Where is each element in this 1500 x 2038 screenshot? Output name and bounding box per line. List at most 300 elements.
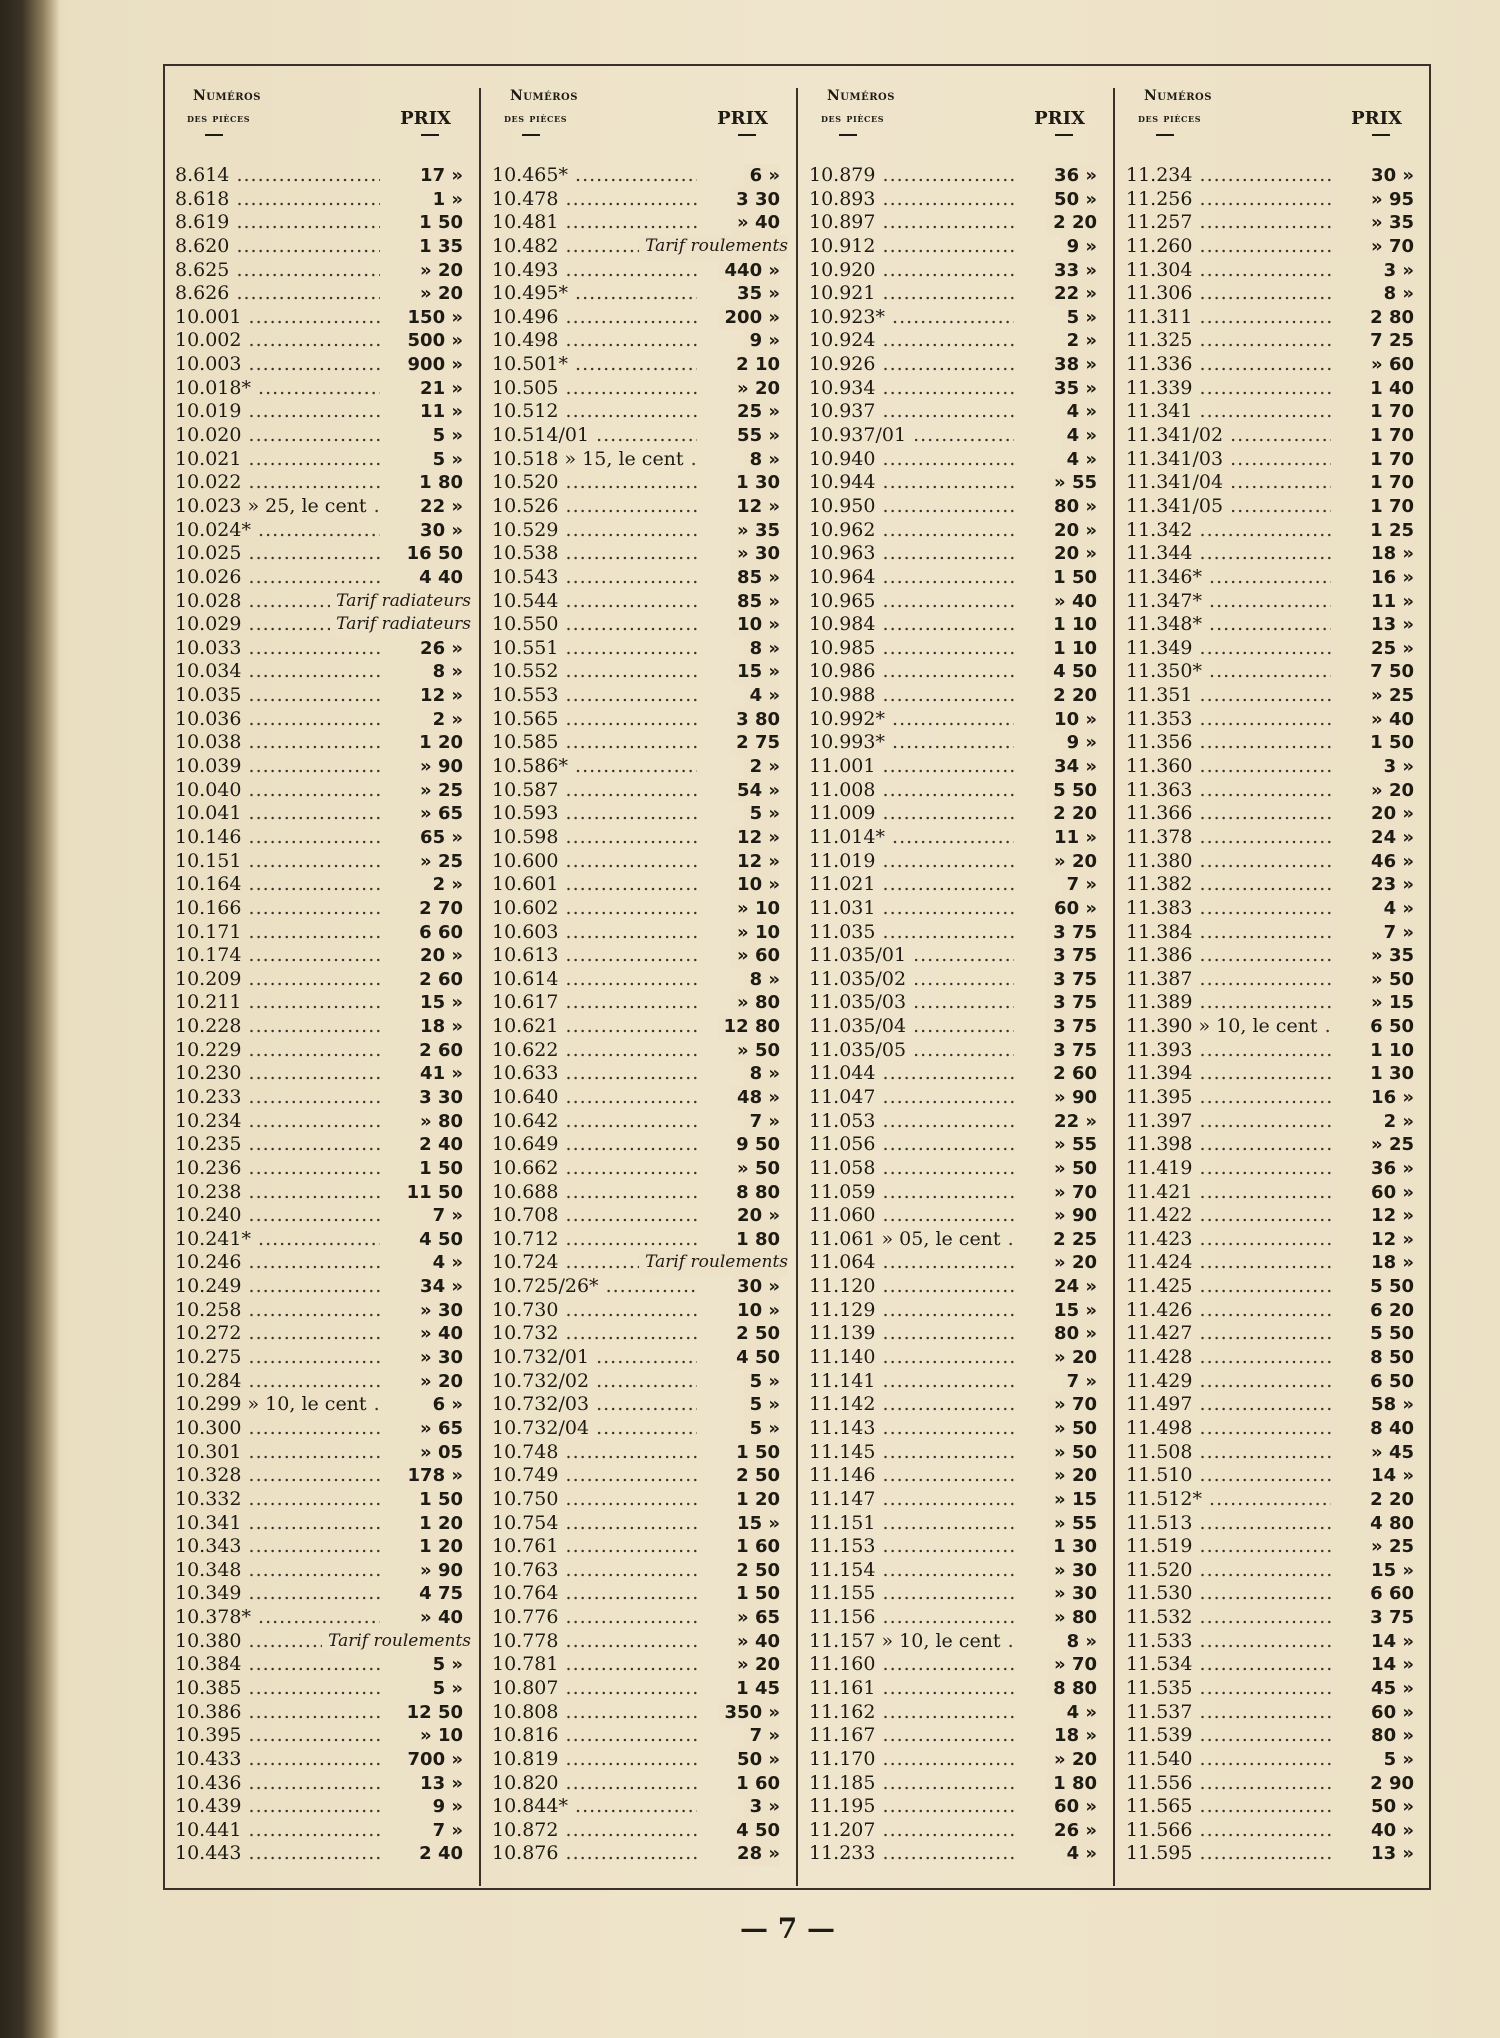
part-number-cell [1126, 590, 1331, 614]
part-number: 10.565 ..... [492, 708, 697, 732]
table-row [175, 1441, 475, 1465]
part-number-cell [1126, 1606, 1331, 1630]
tariff-note: Tarif radiateurs [330, 613, 471, 637]
part-number: 11.256 ..... [1126, 188, 1331, 212]
part-number: 8.618 ..... [175, 188, 380, 212]
part-number-cell [175, 660, 380, 684]
table-row [1126, 1086, 1426, 1110]
part-number-cell [809, 731, 1014, 755]
part-number: 10.538 ..... [492, 542, 697, 566]
part-number: 10.380 ..... [175, 1630, 453, 1654]
price: 20 » [414, 944, 463, 968]
table-row [175, 590, 475, 614]
table-row [1126, 1464, 1426, 1488]
table-row [175, 1606, 475, 1630]
part-number-cell [175, 1464, 380, 1488]
part-number-cell [492, 1582, 697, 1606]
tariff-note: Tarif roulements [639, 235, 788, 259]
header-numeros: Numéros [1144, 88, 1212, 104]
table-row [492, 1133, 792, 1157]
price: 13 » [1365, 1842, 1414, 1866]
part-number: 10.249 ..... [175, 1275, 380, 1299]
table-row [175, 471, 475, 495]
table-row [809, 613, 1109, 637]
table-row [492, 259, 792, 283]
table-row [1126, 1559, 1426, 1583]
table-row [1126, 1630, 1426, 1654]
part-number: 11.342 ..... [1126, 519, 1331, 543]
price: 4 » [427, 1251, 463, 1275]
price: 35 » [1048, 377, 1097, 401]
price: 80 » [1365, 1724, 1414, 1748]
table-row [809, 519, 1109, 543]
part-number: 10.732/03 ..... [492, 1393, 697, 1417]
part-number-cell [175, 873, 380, 897]
part-number: 10.613 ..... [492, 944, 697, 968]
part-number-cell [809, 590, 1014, 614]
part-number-cell [1126, 1630, 1331, 1654]
part-number: 10.808 ..... [492, 1701, 697, 1725]
price: 35 » [731, 282, 780, 306]
part-number: 11.393 ..... [1126, 1039, 1331, 1063]
part-number: 11.234 ..... [1126, 164, 1331, 188]
price: 6 60 [1364, 1582, 1414, 1606]
part-number: 10.585 ..... [492, 731, 697, 755]
price: 9 » [427, 1795, 463, 1819]
table-row [492, 400, 792, 424]
part-number-cell [175, 1701, 380, 1725]
part-number-cell [175, 542, 380, 566]
price: 2 50 [730, 1322, 780, 1346]
price: 2 » [427, 708, 463, 732]
table-row [809, 282, 1109, 306]
table-row [1126, 1275, 1426, 1299]
part-number-cell [492, 448, 697, 472]
part-number-cell [1126, 637, 1331, 661]
table-row [809, 731, 1109, 755]
table-row [492, 1110, 792, 1134]
part-number-cell [492, 1228, 697, 1252]
table-row [492, 1724, 792, 1748]
price: » 65 [731, 1606, 780, 1630]
part-number-cell [492, 1346, 697, 1370]
price: 25 » [1365, 637, 1414, 661]
part-number: 11.185 ..... [809, 1772, 1014, 1796]
part-number-cell [175, 1417, 380, 1441]
price: 1 10 [1047, 613, 1097, 637]
table-row [175, 353, 475, 377]
part-number-cell [1126, 211, 1331, 235]
table-row [175, 637, 475, 661]
table-row [1126, 1039, 1426, 1063]
part-number: 10.328 ..... [175, 1464, 380, 1488]
table-row [809, 755, 1109, 779]
part-number-cell [1126, 1795, 1331, 1819]
table-row [809, 448, 1109, 472]
price: 5 50 [1364, 1322, 1414, 1346]
part-number: 11.031 ..... [809, 897, 1014, 921]
price: 26 » [414, 637, 463, 661]
header-dash [421, 134, 439, 136]
part-number: 10.498 ..... [492, 329, 697, 353]
part-number: 11.035 ..... [809, 921, 1014, 945]
table-row [175, 731, 475, 755]
header-prix: PRIX [717, 108, 768, 129]
price: 1 20 [413, 1535, 463, 1559]
part-number: 10.348 ..... [175, 1559, 380, 1583]
table-row [1126, 1795, 1426, 1819]
part-number-cell [1126, 1086, 1331, 1110]
part-number-cell [492, 1370, 697, 1394]
price: 1 10 [1047, 637, 1097, 661]
table-row [809, 897, 1109, 921]
price: 7 » [1061, 1370, 1097, 1394]
part-number-cell [809, 755, 1014, 779]
price: 14 » [1365, 1630, 1414, 1654]
part-number: 11.498 ..... [1126, 1417, 1331, 1441]
part-number: 11.035/05 ..... [809, 1039, 1014, 1063]
price: 1 20 [730, 1488, 780, 1512]
price: 6 60 [413, 921, 463, 945]
table-row [809, 259, 1109, 283]
part-number-cell [175, 1535, 380, 1559]
part-number: 11.325 ..... [1126, 329, 1331, 353]
part-number-cell [1126, 613, 1331, 637]
price: 13 » [1365, 613, 1414, 637]
table-row [492, 684, 792, 708]
part-number-cell [1126, 1535, 1331, 1559]
part-number: 11.397 ..... [1126, 1110, 1331, 1134]
table-row [809, 1630, 1109, 1654]
part-number: 10.897 ..... [809, 211, 1014, 235]
part-number-cell [492, 1535, 697, 1559]
part-number: 10.603 ..... [492, 921, 697, 945]
table-row [492, 826, 792, 850]
table-row [492, 1393, 792, 1417]
part-number-cell [809, 921, 1014, 945]
part-number: 10.441 ..... [175, 1819, 380, 1843]
price: 350 » [719, 1701, 780, 1725]
part-number-cell [175, 1795, 380, 1819]
price: 15 » [731, 1512, 780, 1536]
table-row [492, 1204, 792, 1228]
part-number: 11.146 ..... [809, 1464, 1014, 1488]
tariff-note: Tarif roulements [322, 1630, 471, 1654]
table-row [492, 1582, 792, 1606]
header-des-pieces: des pièces [187, 111, 251, 125]
table-row [492, 164, 792, 188]
part-number: 10.349 ..... [175, 1582, 380, 1606]
part-number: 10.992* ..... [809, 708, 1014, 732]
table-row [175, 921, 475, 945]
table-row [175, 1582, 475, 1606]
part-number-cell [175, 1275, 380, 1299]
part-number: 11.427 ..... [1126, 1322, 1331, 1346]
price: 20 » [731, 1204, 780, 1228]
table-row [1126, 1015, 1426, 1039]
table-row [1126, 448, 1426, 472]
part-number: 10.171 ..... [175, 921, 380, 945]
table-row [175, 1015, 475, 1039]
part-number-cell [1126, 1299, 1331, 1323]
table-row [1126, 1582, 1426, 1606]
part-number-cell [809, 1181, 1014, 1205]
part-number-cell [1126, 921, 1331, 945]
part-number-cell [1126, 991, 1331, 1015]
table-row [1126, 968, 1426, 992]
price: 20 » [1048, 519, 1097, 543]
part-number: 11.535 ..... [1126, 1677, 1331, 1701]
table-row [809, 400, 1109, 424]
table-row [1126, 471, 1426, 495]
part-number-cell [492, 1299, 697, 1323]
price: 2 75 [730, 731, 780, 755]
part-number: 11.139 ..... [809, 1322, 1014, 1346]
table-row [1126, 1204, 1426, 1228]
table-row [1126, 1393, 1426, 1417]
part-number: 11.366 ..... [1126, 802, 1331, 826]
part-number-cell [175, 1039, 380, 1063]
part-number: 10.240 ..... [175, 1204, 380, 1228]
part-number-cell [1126, 684, 1331, 708]
part-number-cell [175, 1086, 380, 1110]
part-number: 10.776 ..... [492, 1606, 697, 1630]
table-row [492, 329, 792, 353]
part-number: 10.230 ..... [175, 1062, 380, 1086]
part-number: 11.060 ..... [809, 1204, 1014, 1228]
part-number: 8.620 ..... [175, 235, 380, 259]
price: » 70 [1048, 1393, 1097, 1417]
part-number-cell [492, 779, 697, 803]
price: 48 » [731, 1086, 780, 1110]
part-number: 10.601 ..... [492, 873, 697, 897]
price: » 95 [1365, 188, 1414, 212]
part-number: 10.944 ..... [809, 471, 1014, 495]
part-number-cell [492, 1606, 697, 1630]
table-row [492, 779, 792, 803]
part-number: 11.382 ..... [1126, 873, 1331, 897]
part-number-cell [492, 211, 697, 235]
header-dash [738, 134, 756, 136]
table-row [175, 1039, 475, 1063]
table-row [492, 613, 792, 637]
part-number-cell [492, 873, 697, 897]
part-number: 11.395 ..... [1126, 1086, 1331, 1110]
column-header [165, 68, 475, 164]
price: 30 » [414, 519, 463, 543]
part-number-cell [1126, 826, 1331, 850]
price: 18 » [1365, 542, 1414, 566]
part-number-cell [1126, 1653, 1331, 1677]
part-number-cell [492, 1275, 697, 1299]
part-number: 10.028 ..... [175, 590, 453, 614]
table-row [1126, 1181, 1426, 1205]
table-row [175, 613, 475, 637]
price: 5 » [744, 802, 780, 826]
price: 34 » [1048, 755, 1097, 779]
table-row [175, 1086, 475, 1110]
part-number: 10.514/01 ..... [492, 424, 697, 448]
part-number-cell [492, 1157, 697, 1181]
table-row [175, 1512, 475, 1536]
part-number-cell [175, 188, 380, 212]
part-number: 11.064 ..... [809, 1251, 1014, 1275]
part-number: 11.021 ..... [809, 873, 1014, 897]
part-number-cell [809, 282, 1014, 306]
part-number: 11.394 ..... [1126, 1062, 1331, 1086]
part-number-cell [809, 1417, 1014, 1441]
price: 700 » [402, 1748, 463, 1772]
part-number-cell [175, 1204, 380, 1228]
price: » 30 [1048, 1582, 1097, 1606]
part-number: 10.211 ..... [175, 991, 380, 1015]
part-number-cell [492, 1724, 697, 1748]
part-number: 10.496 ..... [492, 306, 697, 330]
column-separator [796, 88, 798, 1886]
price: 5 » [1061, 306, 1097, 330]
price: » 90 [414, 755, 463, 779]
header-des-pieces: des pièces [504, 111, 568, 125]
part-number: 10.732/04 ..... [492, 1417, 697, 1441]
price: » 65 [414, 1417, 463, 1441]
part-number: 11.421 ..... [1126, 1181, 1331, 1205]
part-number: 10.299 » 10, le cent ..... [175, 1393, 380, 1417]
price: » 40 [1048, 590, 1097, 614]
part-number-cell [175, 1441, 380, 1465]
part-number-cell [175, 377, 380, 401]
table-row [175, 1370, 475, 1394]
price: 1 70 [1364, 424, 1414, 448]
part-number-cell [175, 400, 380, 424]
table-row [492, 968, 792, 992]
table-row [492, 1535, 792, 1559]
part-number-cell [1126, 779, 1331, 803]
table-row [175, 1819, 475, 1843]
part-number-cell [1126, 1748, 1331, 1772]
part-number-cell [809, 377, 1014, 401]
part-number-cell [809, 400, 1014, 424]
part-number: 11.160 ..... [809, 1653, 1014, 1677]
part-number-cell [809, 353, 1014, 377]
part-number-cell [809, 850, 1014, 874]
table-row [175, 1110, 475, 1134]
part-number-cell [492, 968, 697, 992]
table-row [175, 188, 475, 212]
part-number-cell [809, 1535, 1014, 1559]
header-prix: PRIX [1034, 108, 1085, 129]
part-number-cell [809, 1370, 1014, 1394]
table-row [175, 1748, 475, 1772]
price: 55 » [731, 424, 780, 448]
part-number-cell [1126, 519, 1331, 543]
part-number-cell [1126, 1488, 1331, 1512]
part-number: 10.988 ..... [809, 684, 1014, 708]
part-number: 10.764 ..... [492, 1582, 697, 1606]
price: 1 50 [730, 1441, 780, 1465]
part-number-cell [492, 1795, 697, 1819]
column-header [799, 68, 1109, 164]
part-number-cell [1126, 471, 1331, 495]
price: 15 » [731, 660, 780, 684]
part-number: 10.640 ..... [492, 1086, 697, 1110]
price: 5 » [744, 1417, 780, 1441]
part-number-cell [809, 495, 1014, 519]
part-number: 10.993* ..... [809, 731, 1014, 755]
part-number: 11.161 ..... [809, 1677, 1014, 1701]
part-number: 10.553 ..... [492, 684, 697, 708]
price: 11 » [1048, 826, 1097, 850]
price: 1 70 [1364, 448, 1414, 472]
part-number: 11.154 ..... [809, 1559, 1014, 1583]
table-row [809, 850, 1109, 874]
table-row [1126, 1488, 1426, 1512]
part-number: 11.508 ..... [1126, 1441, 1331, 1465]
price: 12 50 [401, 1701, 463, 1725]
part-number-cell [1126, 542, 1331, 566]
part-number: 10.395 ..... [175, 1724, 380, 1748]
part-number: 10.275 ..... [175, 1346, 380, 1370]
part-number: 10.748 ..... [492, 1441, 697, 1465]
table-row [809, 1133, 1109, 1157]
table-row [1126, 708, 1426, 732]
part-number-cell [492, 1322, 697, 1346]
price: 3 30 [730, 188, 780, 212]
table-row [492, 1157, 792, 1181]
part-number: 10.807 ..... [492, 1677, 697, 1701]
price: 60 » [1048, 1795, 1097, 1819]
price: 54 » [731, 779, 780, 803]
table-row [1126, 1062, 1426, 1086]
part-number: 11.539 ..... [1126, 1724, 1331, 1748]
part-number: 11.141 ..... [809, 1370, 1014, 1394]
price: 8 80 [1047, 1677, 1097, 1701]
table-row [809, 660, 1109, 684]
part-number-cell [175, 779, 380, 803]
part-number-cell [492, 802, 697, 826]
price: » 20 [414, 282, 463, 306]
table-row [175, 944, 475, 968]
table-row [492, 1772, 792, 1796]
table-row [1126, 826, 1426, 850]
part-number-cell [809, 1441, 1014, 1465]
table-row [175, 802, 475, 826]
part-number: 11.429 ..... [1126, 1370, 1331, 1394]
table-row [492, 708, 792, 732]
part-number: 11.565 ..... [1126, 1795, 1331, 1819]
price: » 40 [731, 211, 780, 235]
price: » 60 [731, 944, 780, 968]
table-row [175, 779, 475, 803]
part-number-cell [809, 660, 1014, 684]
part-number: 11.145 ..... [809, 1441, 1014, 1465]
part-number-cell [175, 471, 380, 495]
table-row [1126, 211, 1426, 235]
part-number-cell [175, 708, 380, 732]
table-row [1126, 1299, 1426, 1323]
table-row [1126, 329, 1426, 353]
table-row [175, 1393, 475, 1417]
part-number: 11.533 ..... [1126, 1630, 1331, 1654]
price: 1 40 [1364, 377, 1414, 401]
table-row [809, 353, 1109, 377]
part-number: 10.761 ..... [492, 1535, 697, 1559]
part-number-cell [809, 1842, 1014, 1866]
price: 1 20 [413, 731, 463, 755]
price: » 35 [1365, 944, 1414, 968]
table-row [809, 1417, 1109, 1441]
table-row [492, 1370, 792, 1394]
part-number: 10.750 ..... [492, 1488, 697, 1512]
